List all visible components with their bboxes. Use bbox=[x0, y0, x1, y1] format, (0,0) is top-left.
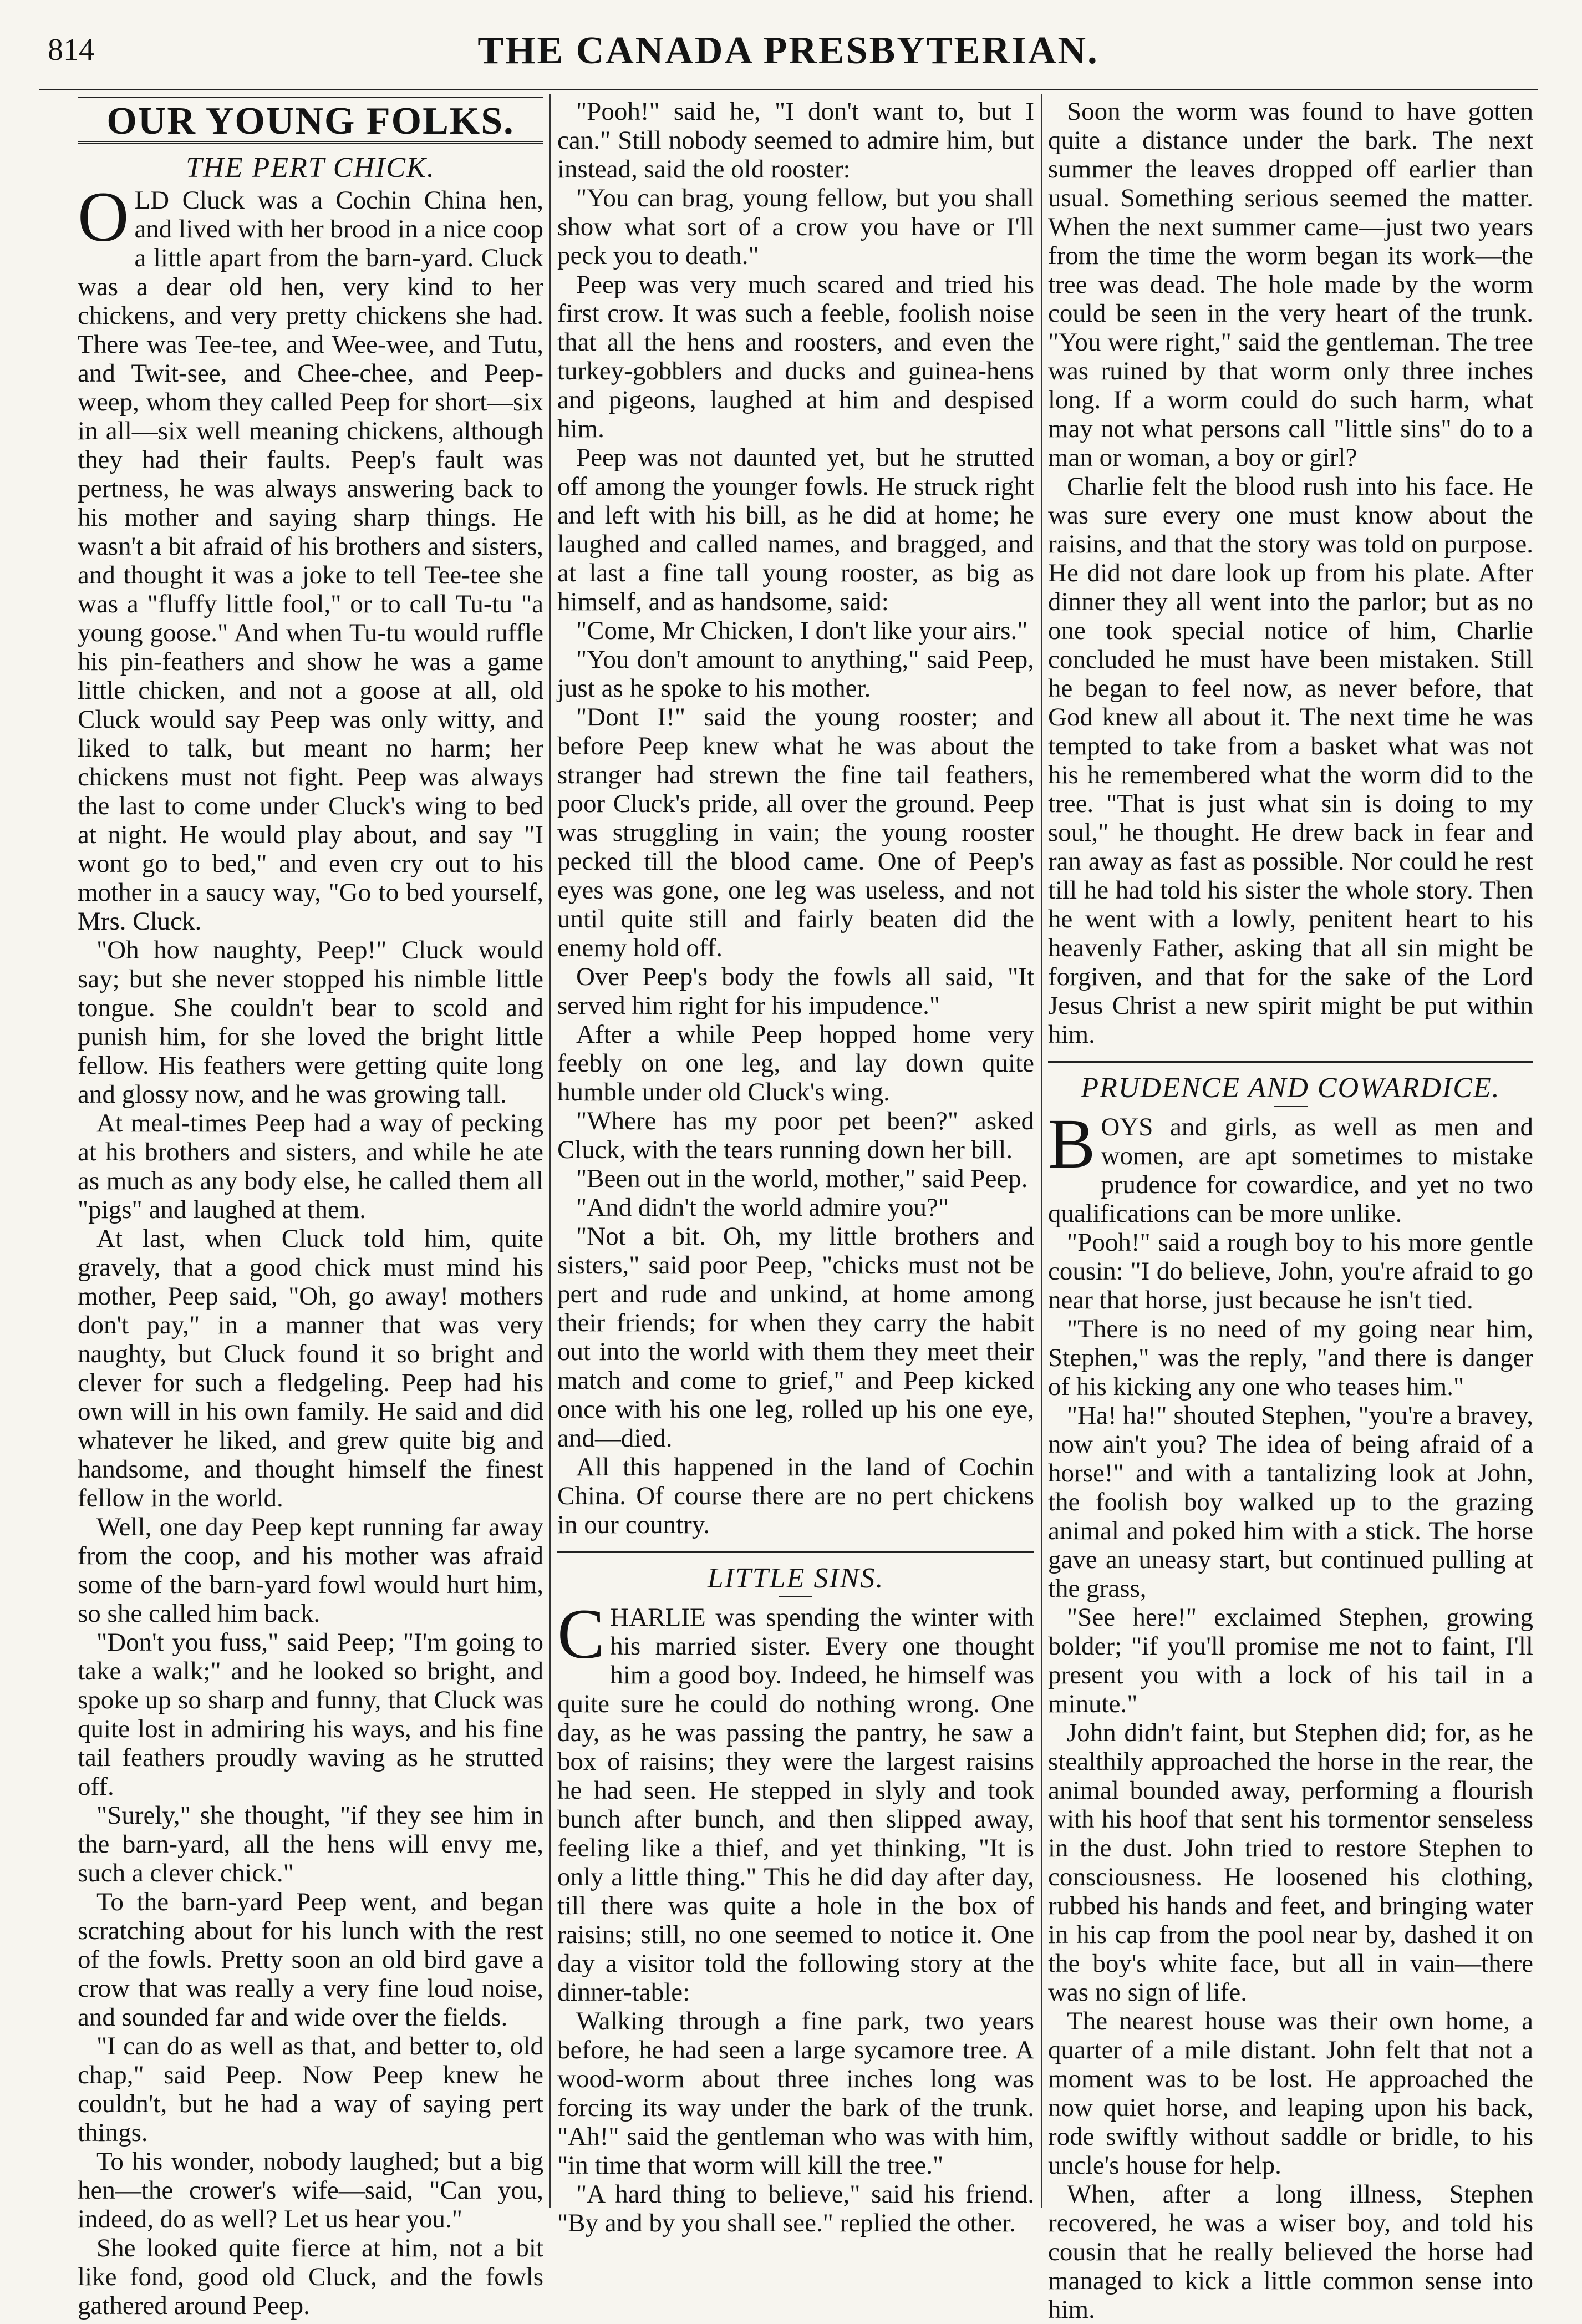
story-paragraph: Charlie felt the blood rush into his face. He was sure every one must know about the raisins, and that the story was told on purpose. He did not dare look up from his plate. After dinner they all went into the parlor; but as no one took special notice of him, Charlie concluded he must have been mistaken. Still he began to feel now, as never before, that God knew all about it. The next time he was tempted to take from a basket what was not his he remembered what the worm did to the tree. "That is just what sin is doing to my soul," he thought. He drew back in fear and ran away as fast as possible. Nor could he rest till he had told his sister the whole story. Then he went with a lowly, penitent heart to his heavenly Father, asking that all sin might be forgiven, and that for the sake of the Lord Jesus Christ a new spirit might be put within him. bbox=[1048, 472, 1533, 1049]
story-paragraph: Over Peep's body the fowls all said, "It served him right for his impudence." bbox=[557, 962, 1034, 1020]
publication-title: THE CANADA PRESBYTERIAN. bbox=[477, 29, 1099, 72]
drop-cap: C bbox=[557, 1595, 605, 1673]
page-number: 814 bbox=[48, 33, 94, 67]
story-paragraph: All this happened in the land of Cochin China. Of course there are no pert chickens in our country. bbox=[557, 1453, 1034, 1539]
story-paragraph: Well, one day Peep kept running far away from the coop, and his mother was afraid some of the barn-yard fowl would hurt him, so she called him back. bbox=[78, 1513, 543, 1628]
story-divider bbox=[557, 1551, 1034, 1553]
story-paragraph: "Not a bit. Oh, my little brothers and sisters," said poor Peep, "chicks must not be pert and rude and unkind, at home among their friends; for when they carry the habit out into the world with them they meet their match and come to grief," and Peep kicked once with his one leg, rolled up his one eye, and—died. bbox=[557, 1222, 1034, 1453]
story-title-prudence-cowardice: PRUDENCE AND COWARDICE. bbox=[1081, 1072, 1500, 1104]
story-paragraph: After a while Peep hopped home very feebly on one leg, and lay down quite humble under old Cluck's wing. bbox=[557, 1020, 1034, 1107]
story-paragraph: "Surely," she thought, "if they see him in the barn-yard, all the hens will envy me, such a clever chick." bbox=[78, 1801, 543, 1887]
story-paragraph: To his wonder, nobody laughed; but a big hen—the crower's wife—said, "Can you, indeed, do as well? Let us hear you." bbox=[78, 2147, 543, 2234]
story-paragraph: "Pooh!" said a rough boy to his more gentle cousin: "I do believe, John, you're afraid to go near that horse, just because he isn't tied. bbox=[1048, 1228, 1533, 1315]
story-paragraph: BOYS and girls, as well as men and women, are apt sometimes to mistake prudence for cowardice, and yet no two qualifications can be more unlike. bbox=[1048, 1104, 1533, 1228]
column-3 bbox=[1048, 97, 1533, 2324]
story-paragraph: "I can do as well as that, and better to, old chap," said Peep. Now Peep knew he couldn't, but he had a way of saying pert things. bbox=[78, 2032, 543, 2147]
story-paragraph: "Where has my poor pet been?" asked Cluck, with the tears running down her bill. bbox=[557, 1107, 1034, 1164]
story-paragraph: At last, when Cluck told him, quite gravely, that a good chick must mind his mother, Peep said, "Oh, go away! mothers don't pay," in a manner that was very naughty, but Cluck found it so bright and clever for such a fledgeling. Peep had his own will in his own family. He said and did whatever he liked, and grew quite big and handsome, and thought himself the finest fellow in the world. bbox=[78, 1224, 543, 1513]
title-rule bbox=[1274, 1106, 1308, 1107]
drop-cap: O bbox=[78, 177, 129, 256]
story-paragraph: The nearest house was their own home, a quarter of a mile distant. John felt that not a moment was to be lost. He approached the now quiet horse, and leaping upon his back, rode swiftly without saddle or bridle, to his uncle's house for help. bbox=[1048, 2007, 1533, 2180]
story-paragraph: "Oh how naughty, Peep!" Cluck would say; but she never stopped his nimble little tongue. She couldn't bear to scold and punish him, for she loved the bright little fellow. His feathers were getting quite long and glossy now, and he was growing tall. bbox=[78, 936, 543, 1109]
story-paragraph: "Come, Mr Chicken, I don't like your airs." bbox=[576, 616, 1028, 645]
story-paragraph: "Dont I!" said the young rooster; and before Peep knew what he was about the stranger had strewn the fine tail feathers, poor Cluck's pride, all over the ground. Peep was struggling in vain; the young rooster pecked till the blood came. One of Peep's eyes was gone, one leg was useless, and not until quite still and fairly beaten did the enemy hold off. bbox=[557, 703, 1034, 962]
story-title-little-sins: LITTLE SINS. bbox=[707, 1562, 884, 1594]
story-paragraph: "Been out in the world, mother," said Peep. bbox=[576, 1164, 1028, 1193]
title-rule bbox=[779, 1596, 812, 1597]
story-paragraph: Soon the worm was found to have gotten quite a distance under the bark. The next summer the leaves dropped off earlier than usual. Something serious seemed the matter. When the next summer came—just two years from the time the worm began its work—the tree was dead. The hole made by the worm could be seen in the very heart of the trunk. "You were right," said the gentleman. The tree was ruined by that worm only three inches long. If a worm could do such harm, what may not what persons call "little sins" do to a man or woman, a boy or girl? bbox=[1048, 97, 1533, 472]
story-paragraph: CHARLIE was spending the winter with his married sister. Every one thought him a good boy. Indeed, he himself was quite sure he could do nothing wrong. One day, as he was passing the pantry, he saw a box of raisins; they were the largest raisins he had seen. He stepped in slyly and took bunch after bunch, and then slipped away, feeling like a thief, and yet thinking, "It is only a little thing." This he did day after day, till there was quite a hole in the box of raisins; still, no one seemed to notice it. One day a visitor told the following story at the dinner-table: bbox=[557, 1595, 1034, 2007]
story-paragraph: "Pooh!" said he, "I don't want to, but I can." Still nobody seemed to admire him, but instead, said the old rooster: bbox=[557, 97, 1034, 184]
column-rule bbox=[1041, 94, 1042, 2208]
story-paragraph: Peep was very much scared and tried his first crow. It was such a feeble, foolish noise that all the hens and roosters, and even the turkey-gobblers and ducks and guinea-hens and pigeons, laughed at him and despised him. bbox=[557, 270, 1034, 443]
page-header bbox=[39, 22, 1538, 90]
story-paragraph: "See here!" exclaimed Stephen, growing bolder; "if you'll promise me not to faint, I'll present you with a lock of his tail in a minute." bbox=[1048, 1603, 1533, 1718]
story-paragraph: At meal-times Peep had a way of pecking at his brothers and sisters, and while he ate as much as any body else, he called them all "pigs" and laughed at them. bbox=[78, 1109, 543, 1224]
story-paragraph: When, after a long illness, Stephen recovered, he was a wiser boy, and told his cousin that he really believed the horse had managed to kick a little common sense into him. bbox=[1048, 2180, 1533, 2324]
column-2 bbox=[557, 97, 1034, 2237]
story-paragraph: "There is no need of my going near him, Stephen," was the reply, "and there is danger of his kicking any one who teases him." bbox=[1048, 1315, 1533, 1401]
story-paragraph: "Don't you fuss," said Peep; "I'm going to take a walk;" and he looked so bright, and spoke up so sharp and funny, that Cluck was quite lost in admiring his ways, and his fine tail feathers proudly waving as he strutted off. bbox=[78, 1628, 543, 1801]
story-paragraph: John didn't faint, but Stephen did; for, as he stealthily approached the horse in the rear, the animal bounded away, performing a flourish with his hoof that sent his tormentor senseless in the dust. John tried to restore Stephen to consciousness. He loosened his clothing, rubbed his hands and feet, and bringing water in his cap from the pool near by, dashed it on the boy's white face, but all in vain—there was no sign of life. bbox=[1048, 1718, 1533, 2007]
story-paragraph: To the barn-yard Peep went, and began scratching about for his lunch with the rest of the fowls. Pretty soon an old bird gave a crow that was really a very fine loud noise, and sounded far and wide over the fields. bbox=[78, 1887, 543, 2032]
story-paragraph: "And didn't the world admire you?" bbox=[576, 1193, 949, 1222]
story-paragraph: Peep was not daunted yet, but he strutted off among the younger fowls. He struck right and left with his bill, as he did at home; he laughed and called names, and bragged, and at last a fine tall young rooster, as big as himself, and as handsome, said: bbox=[557, 443, 1034, 616]
story-paragraph: "Ha! ha!" shouted Stephen, "you're a bravey, now ain't you? The idea of being afraid of a horse!" and with a tantalizing look at John, the foolish boy walked up to the grazing animal and poked him with a stick. The horse gave an uneasy start, but continued pulling at the grass, bbox=[1048, 1401, 1533, 1603]
story-paragraph: "A hard thing to believe," said his friend. "By and by you shall see." replied the other. bbox=[557, 2180, 1034, 2237]
story-paragraph: Walking through a fine park, two years before, he had seen a large sycamore tree. A wood-worm about three inches long was forcing its way under the bark of the trunk. "Ah!" said the gentleman who was with him, "in time that worm will kill the tree." bbox=[557, 2007, 1034, 2180]
story-paragraph: "You don't amount to anything," said Peep, just as he spoke to his mother. bbox=[557, 645, 1034, 703]
story-paragraph: OLD Cluck was a Cochin China hen, and lived with her brood in a nice coop a little apart from the barn-yard. Cluck was a dear old hen, very kind to her chickens, and very pretty chickens she had. There was Tee-tee, and Wee-wee, and Tutu, and Twit-see, and Chee-chee, and Peep-weep, whom they called Peep for short—six in all—six well meaning chickens, although they had their faults. Peep's fault was pertness, he was always answering back to his mother and saying sharp things. He wasn't a bit afraid of his brothers and sisters, and thought it was a joke to tell Tee-tee she was a "fluffy little fool," or to call Tu-tu "a young goose." And when Tu-tu would ruffle his pin-feathers and show he was a game little chicken, and not a goose at all, old Cluck would say Peep was only witty, and liked to talk, but meant no harm; her chickens must not fight. Peep was always the last to come under Cluck's wing to bed at night. He would play about, and say "I wont go to bed," and even cry out to his mother in a saucy way, "Go to bed yourself, Mrs. Cluck. bbox=[78, 177, 543, 936]
story-divider bbox=[1048, 1061, 1533, 1063]
drop-cap: B bbox=[1048, 1104, 1096, 1183]
column-rule bbox=[549, 94, 551, 2208]
story-paragraph: "You can brag, young fellow, but you shall show what sort of a crow you have or I'll peck you to death." bbox=[557, 184, 1034, 270]
story-title-pert-chick: THE PERT CHICK. bbox=[186, 152, 435, 184]
section-title: OUR YOUNG FOLKS. bbox=[78, 97, 543, 144]
story-paragraph: She looked quite fierce at him, not a bit like fond, good old Cluck, and the fowls gathered around Peep. bbox=[78, 2234, 543, 2320]
column-1 bbox=[78, 97, 543, 2320]
